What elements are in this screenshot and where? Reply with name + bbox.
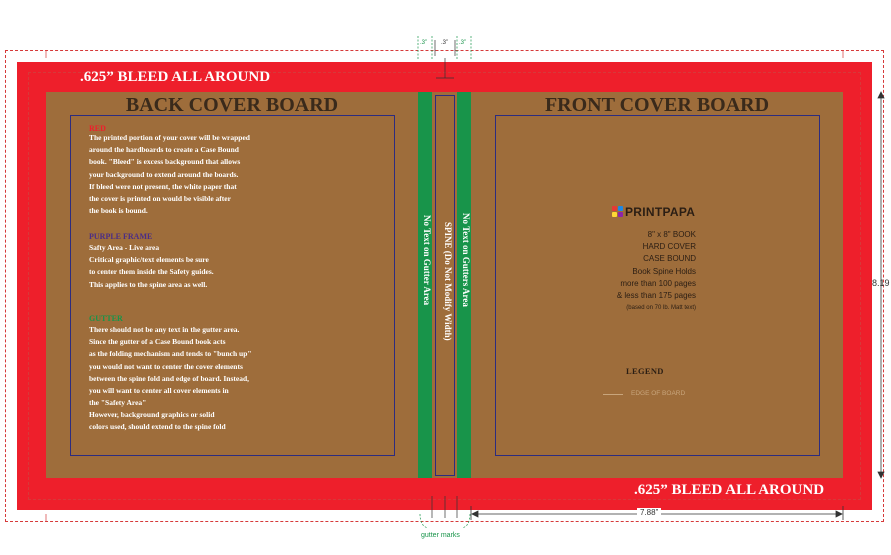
note-line: the book is bound.: [89, 206, 148, 216]
spec-line: HARD COVER: [642, 242, 696, 252]
note-line: book. "Bleed" is excess background that allows: [89, 157, 241, 167]
spec-line: more than 100 pages: [620, 278, 696, 288]
note-line: Critical graphic/text elements be sure: [89, 255, 209, 265]
gutter-right-width-label: .3”: [459, 40, 467, 46]
brand-name: PRINTPAPA: [625, 205, 696, 219]
spec-line: & less than 175 pages: [616, 291, 696, 301]
note-line: to center them inside the Safety guides.: [89, 267, 214, 277]
note-line: There should not be any text in the gutter area.: [89, 325, 240, 334]
spec-note: (based on 70 lb. Matt text): [626, 305, 696, 312]
note-line: Since the gutter of a Case Bound book acts: [89, 337, 226, 347]
back-cover-title: BACK COVER BOARD: [125, 94, 339, 116]
spec-line: CASE BOUND: [643, 254, 696, 264]
note-line: as the folding mechanism and tends to "bunch up": [89, 349, 252, 359]
note-line: The printed portion of your cover will be wrapped: [89, 133, 250, 142]
gutter-note-heading: GUTTER: [89, 314, 123, 323]
gutter-left-warning: No Text on Gutter Area: [422, 215, 432, 306]
board-width-label: 7.88”: [637, 508, 661, 517]
note-line: your background to extend around the boards.: [89, 169, 239, 179]
spec-line: 8" x 8" BOOK: [647, 230, 696, 239]
board-height-label: 8.19: [872, 278, 890, 288]
note-line: you will want to center all cover elements in: [89, 386, 229, 396]
front-cover-title: FRONT COVER BOARD: [544, 94, 770, 116]
red-note-heading: RED: [89, 124, 106, 133]
gutter-marks-label: gutter marks: [421, 532, 460, 539]
bleed-label-top: .625” BLEED ALL AROUND: [80, 69, 271, 85]
note-line: the cover is printed on would be visible after: [89, 194, 231, 204]
spec-line: Book Spine Holds: [632, 266, 696, 276]
note-line: However, background graphics or solid: [89, 410, 215, 419]
note-line: you would not want to center the cover elements: [89, 361, 243, 371]
spine-width-label: .3”: [441, 40, 449, 46]
bleed-label-bottom: .625” BLEED ALL AROUND: [634, 482, 825, 498]
note-line: around the hardboards to create a Case Bound: [89, 145, 239, 155]
note-line: Safty Area - Live area: [89, 243, 160, 252]
note-line: colors used, should extend to the spine fold: [89, 422, 226, 432]
note-line: between the spine fold and edge of board. Instead,: [89, 373, 250, 383]
note-line: If bleed were not present, the white paper that: [89, 181, 237, 191]
gutter-right-warning: No Text on Gutters Area: [461, 213, 471, 307]
note-line: the "Safety Area": [89, 398, 147, 408]
legend-item-edge-of-board: EDGE OF BOARD: [631, 390, 686, 397]
note-line: This applies to the spine area as well.: [89, 279, 208, 289]
spine-label: SPINE (Do Not Modify Width): [443, 222, 453, 341]
purple-note-heading: PURPLE FRAME: [89, 232, 153, 241]
gutter-left-width-label: .3”: [420, 40, 428, 46]
legend-title: LEGEND: [626, 366, 664, 376]
